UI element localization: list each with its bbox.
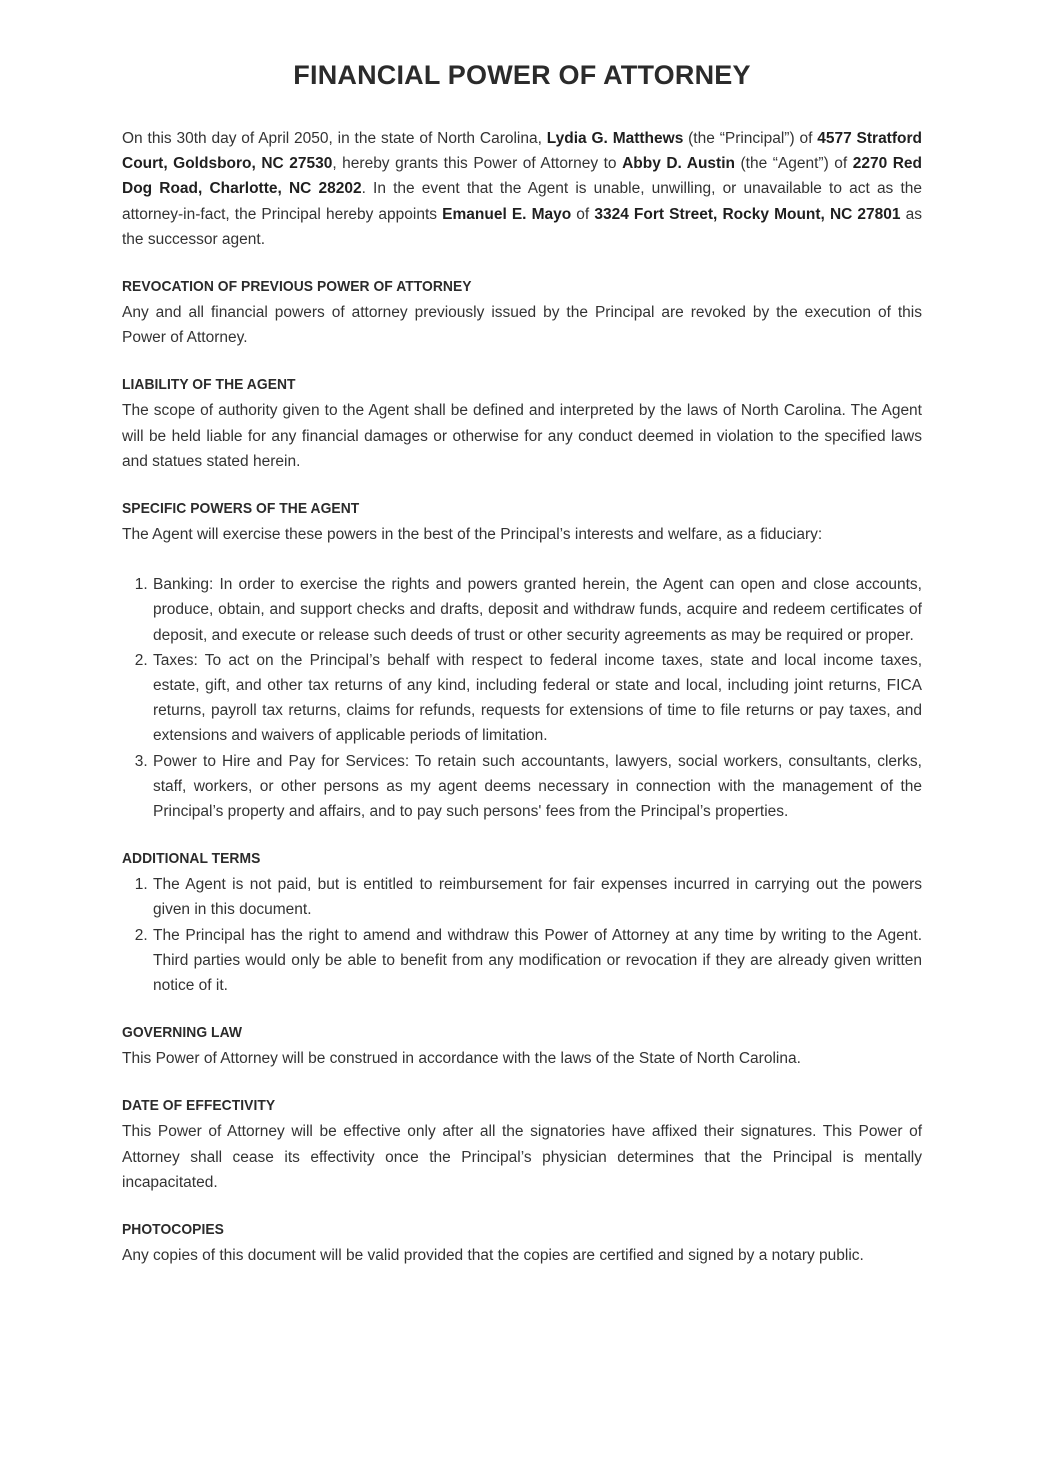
section-heading: GOVERNING LAW [122,1025,243,1042]
section-paragraph: This Power of Attorney will be effective only after all the signatories have affixed their signatures. This Power of Attorney shall cease its effectivity once the Principal’s physician determines that the Principal is mentally incapacitated. [122,1123,922,1191]
section-paragraph: The scope of authority given to the Agent shall be defined and interpreted by the laws of North Carolina. The Agent will be held liable for any financial damages or otherwise for any conduct deemed in violation to the specified laws and statues stated herein. [122,402,922,470]
section-governing-law [122,998,922,1071]
section-paragraph: Any copies of this document will be valid provided that the copies are certified and signed by a notary public. [122,1247,864,1265]
intro-text-3: , hereby grants this Power of Attorney to [332,155,623,173]
section-heading: PHOTOCOPIES [122,1222,224,1239]
list-item: 2. Taxes: To act on the Principal’s behalf with respect to federal income taxes, state and local income taxes, estate, gift, and other tax returns of any kind, including federal or state and local, including joint returns, FICA returns, payroll tax returns, claims for refunds, requests for extensions of time to file returns or pay taxes, and extensions and waivers of applicable periods of limitation. [152,648,922,749]
section-photocopies [122,1195,922,1268]
successor-agent-address: 3324 Fort Street, Rocky Mount, NC 27801 [594,205,901,223]
section-heading: REVOCATION OF PREVIOUS POWER OF ATTORNEY [122,279,472,296]
section-date-of-effectivity [122,1071,922,1195]
principal-address: 4577 Stratford Court, Goldsboro, NC 27530 [122,130,922,173]
list-item: 1. Banking: In order to exercise the rights and powers granted herein, the Agent can open and close accounts, produce, obtain, and support checks and drafts, deposit and withdraw funds, acquire and redeem certificates of deposit, and execute or release such deeds of trust or other security agreements as may be required or proper. [152,572,922,648]
section-additional-terms [122,824,922,998]
principal-name: Lydia G. Matthews [546,130,684,147]
page-title: FINANCIAL POWER OF ATTORNEY [293,60,751,90]
intro-paragraph [122,91,922,252]
list-item: 1. The Agent is not paid, but is entitled to reimbursement for fair expenses incurred in carrying out the powers given in this document. [152,872,922,922]
section-paragraph: Any and all financial powers of attorney previously issued by the Principal are revoked by the execution of this Power of Attorney. [122,304,922,347]
agent-name: Abby D. Austin [622,155,735,173]
section-heading: DATE OF EFFECTIVITY [122,1098,276,1115]
document-body [122,0,922,1268]
section-heading: SPECIFIC POWERS OF THE AGENT [122,501,360,518]
agent-address: 2270 Red Dog Road, Charlotte, NC 28202 [122,155,922,198]
section-heading: ADDITIONAL TERMS [122,851,261,868]
section-paragraph: This Power of Attorney will be construed in accordance with the laws of the State of North Carolina. [122,1050,801,1068]
additional-terms-list [122,872,922,998]
list-item: 2. The Principal has the right to amend and withdraw this Power of Attorney at any time by writing to the Agent. Third parties would only be able to benefit from any modification or revocation if they are already given written notice of it. [152,923,922,999]
specific-powers-list [122,572,922,824]
successor-agent-name: Emanuel E. Mayo [442,205,572,223]
section-specific-powers [122,474,922,824]
list-item: 3. Power to Hire and Pay for Services: To retain such accountants, lawyers, social workers, consultants, clerks, staff, workers, or other persons as my agent deems necessary in connection with the management of the Principal’s property and affairs, and to pay such persons' fees from the Principal’s properties. [152,749,922,825]
section-heading: LIABILITY OF THE AGENT [122,377,296,394]
section-paragraph: The Agent will exercise these powers in the best of the Principal’s interests and welfare, as a fiduciary: [122,526,823,544]
intro-text-5: . In the event that the Agent is unable, unwilling, or unavailable to act as the attorney-in-fact, the Principal hereby appoints [122,180,922,223]
intro-text-4: (the “Agent”) of [735,155,853,173]
intro-text-7: as the successor agent. [122,205,922,248]
intro-text-2: (the “Principal”) of [683,130,818,147]
intro-text-1: On this 30th day of April 2050, in the state of North Carolina, [122,130,547,147]
intro-text-6: of [571,205,595,223]
section-revocation [122,252,922,350]
section-liability [122,350,922,474]
